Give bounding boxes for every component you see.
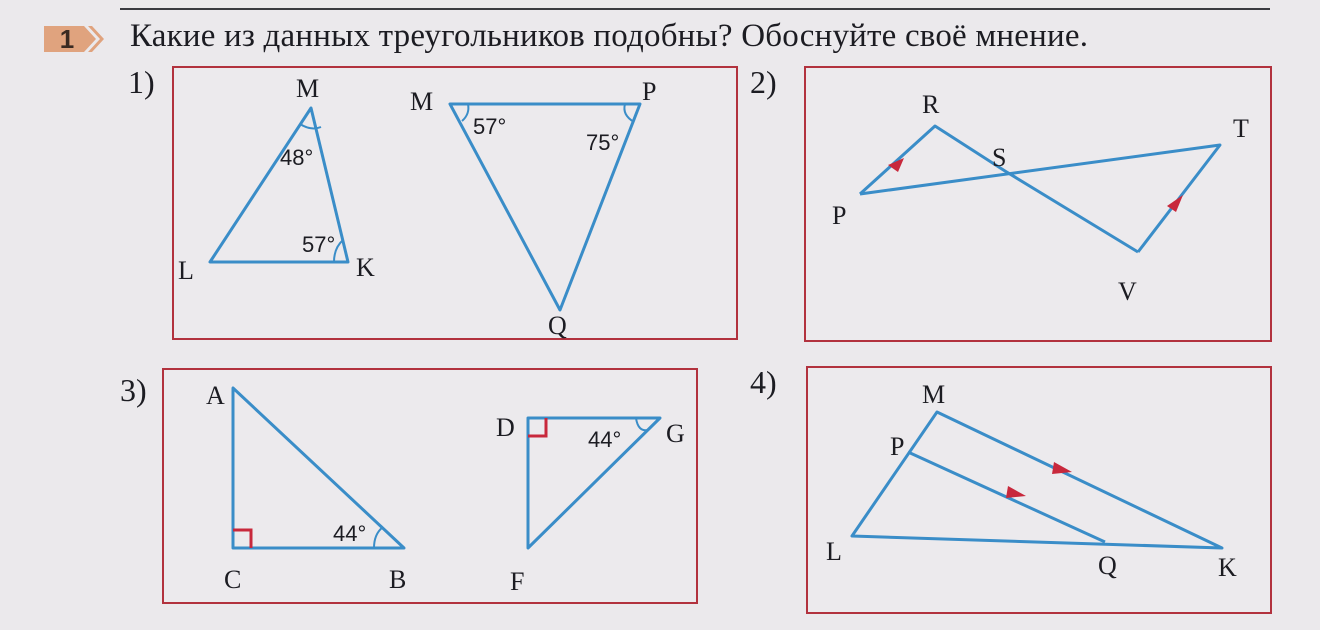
vertex-k-4: K: [1218, 553, 1237, 582]
angle-label-m: 48°: [280, 145, 314, 170]
angle-label-k: 57°: [302, 232, 336, 257]
right-angle-c: [233, 530, 251, 548]
vertex-f: F: [510, 567, 525, 596]
triangle-acb: [233, 388, 404, 548]
triangle-mlk-4: [852, 412, 1222, 548]
task-question: Какие из данных треугольников подобны? Обоснуйте своё мнение.: [130, 18, 1089, 54]
angle-arc-g: [636, 418, 648, 430]
angle-arc-b: [374, 527, 383, 548]
vertex-m2: M: [410, 87, 434, 116]
vertex-p-2: P: [832, 201, 847, 230]
panel-label-1: 1): [128, 64, 155, 100]
panel-label-4: 4): [750, 364, 777, 400]
right-angle-d: [528, 418, 546, 436]
vertex-p-4: P: [890, 432, 905, 461]
vertex-l-4: L: [826, 537, 842, 566]
vertex-q: Q: [548, 311, 567, 340]
vertex-b: B: [389, 565, 407, 594]
vertex-s: S: [992, 143, 1007, 172]
vertex-q-4: Q: [1098, 551, 1117, 580]
panel-label-2: 2): [750, 64, 777, 100]
segment-p-s-t-v: [860, 145, 1220, 252]
vertex-m: M: [296, 74, 320, 103]
angle-label-b: 44°: [333, 521, 367, 546]
angle-arc-m: [300, 124, 321, 128]
vertex-c: C: [224, 565, 242, 594]
vertex-k: K: [356, 253, 375, 282]
vertex-d: D: [496, 413, 515, 442]
vertex-p: P: [642, 77, 657, 106]
vertex-a: A: [206, 381, 225, 410]
vertex-v: V: [1118, 277, 1137, 306]
angle-arc-k: [334, 240, 343, 262]
vertex-m-4: M: [922, 380, 946, 409]
vertex-l: L: [178, 256, 194, 285]
task-number: 1: [59, 24, 75, 54]
vertex-r: R: [922, 90, 940, 119]
panel-label-3: 3): [120, 372, 147, 408]
angle-arc-m2: [462, 104, 468, 121]
vertex-t: T: [1233, 114, 1249, 143]
parallel-marker-mk: [1052, 462, 1072, 474]
angle-label-g: 44°: [588, 427, 622, 452]
angle-label-m2: 57°: [473, 114, 507, 139]
parallel-marker-pq: [1006, 486, 1026, 498]
vertex-g: G: [666, 419, 685, 448]
angle-label-p: 75°: [586, 130, 620, 155]
